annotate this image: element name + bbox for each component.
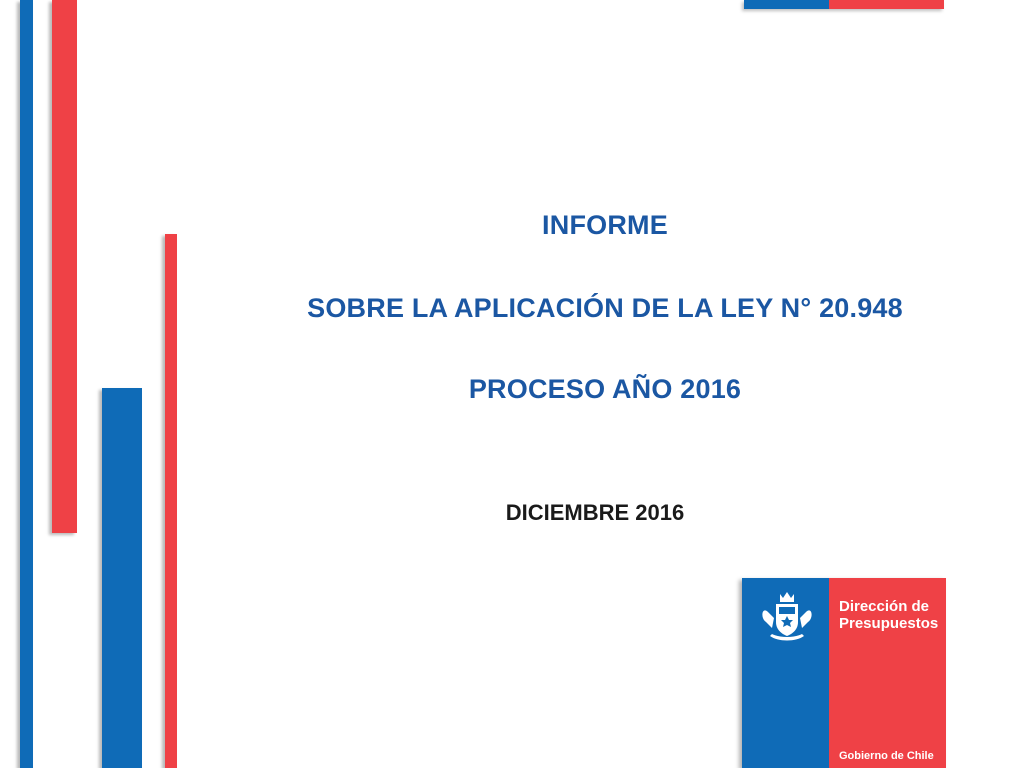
decorative-top-strip [744, 0, 944, 9]
report-subtitle: SOBRE LA APLICACIÓN DE LA LEY N° 20.948 [307, 293, 903, 323]
decorative-red-bar-thin [165, 234, 177, 768]
top-strip-blue [744, 0, 829, 9]
decorative-blue-bar-wide [102, 388, 142, 768]
logo-government-label: Gobierno de Chile [839, 750, 934, 762]
logo-blue-panel [742, 578, 829, 768]
direccion-presupuestos-logo [742, 578, 946, 768]
report-date: DICIEMBRE 2016 [505, 500, 685, 525]
report-title: INFORME [542, 210, 668, 240]
coat-of-arms-icon [756, 588, 818, 644]
logo-org-name [839, 598, 938, 632]
logo-org-line1: Dirección de [839, 598, 930, 615]
logo-org-line2: Presupuestos [839, 615, 939, 632]
report-process-year: PROCESO AÑO 2016 [468, 374, 742, 404]
top-strip-red [829, 0, 944, 9]
decorative-blue-bar-left [20, 0, 33, 768]
decorative-red-bar-tall [52, 0, 77, 533]
